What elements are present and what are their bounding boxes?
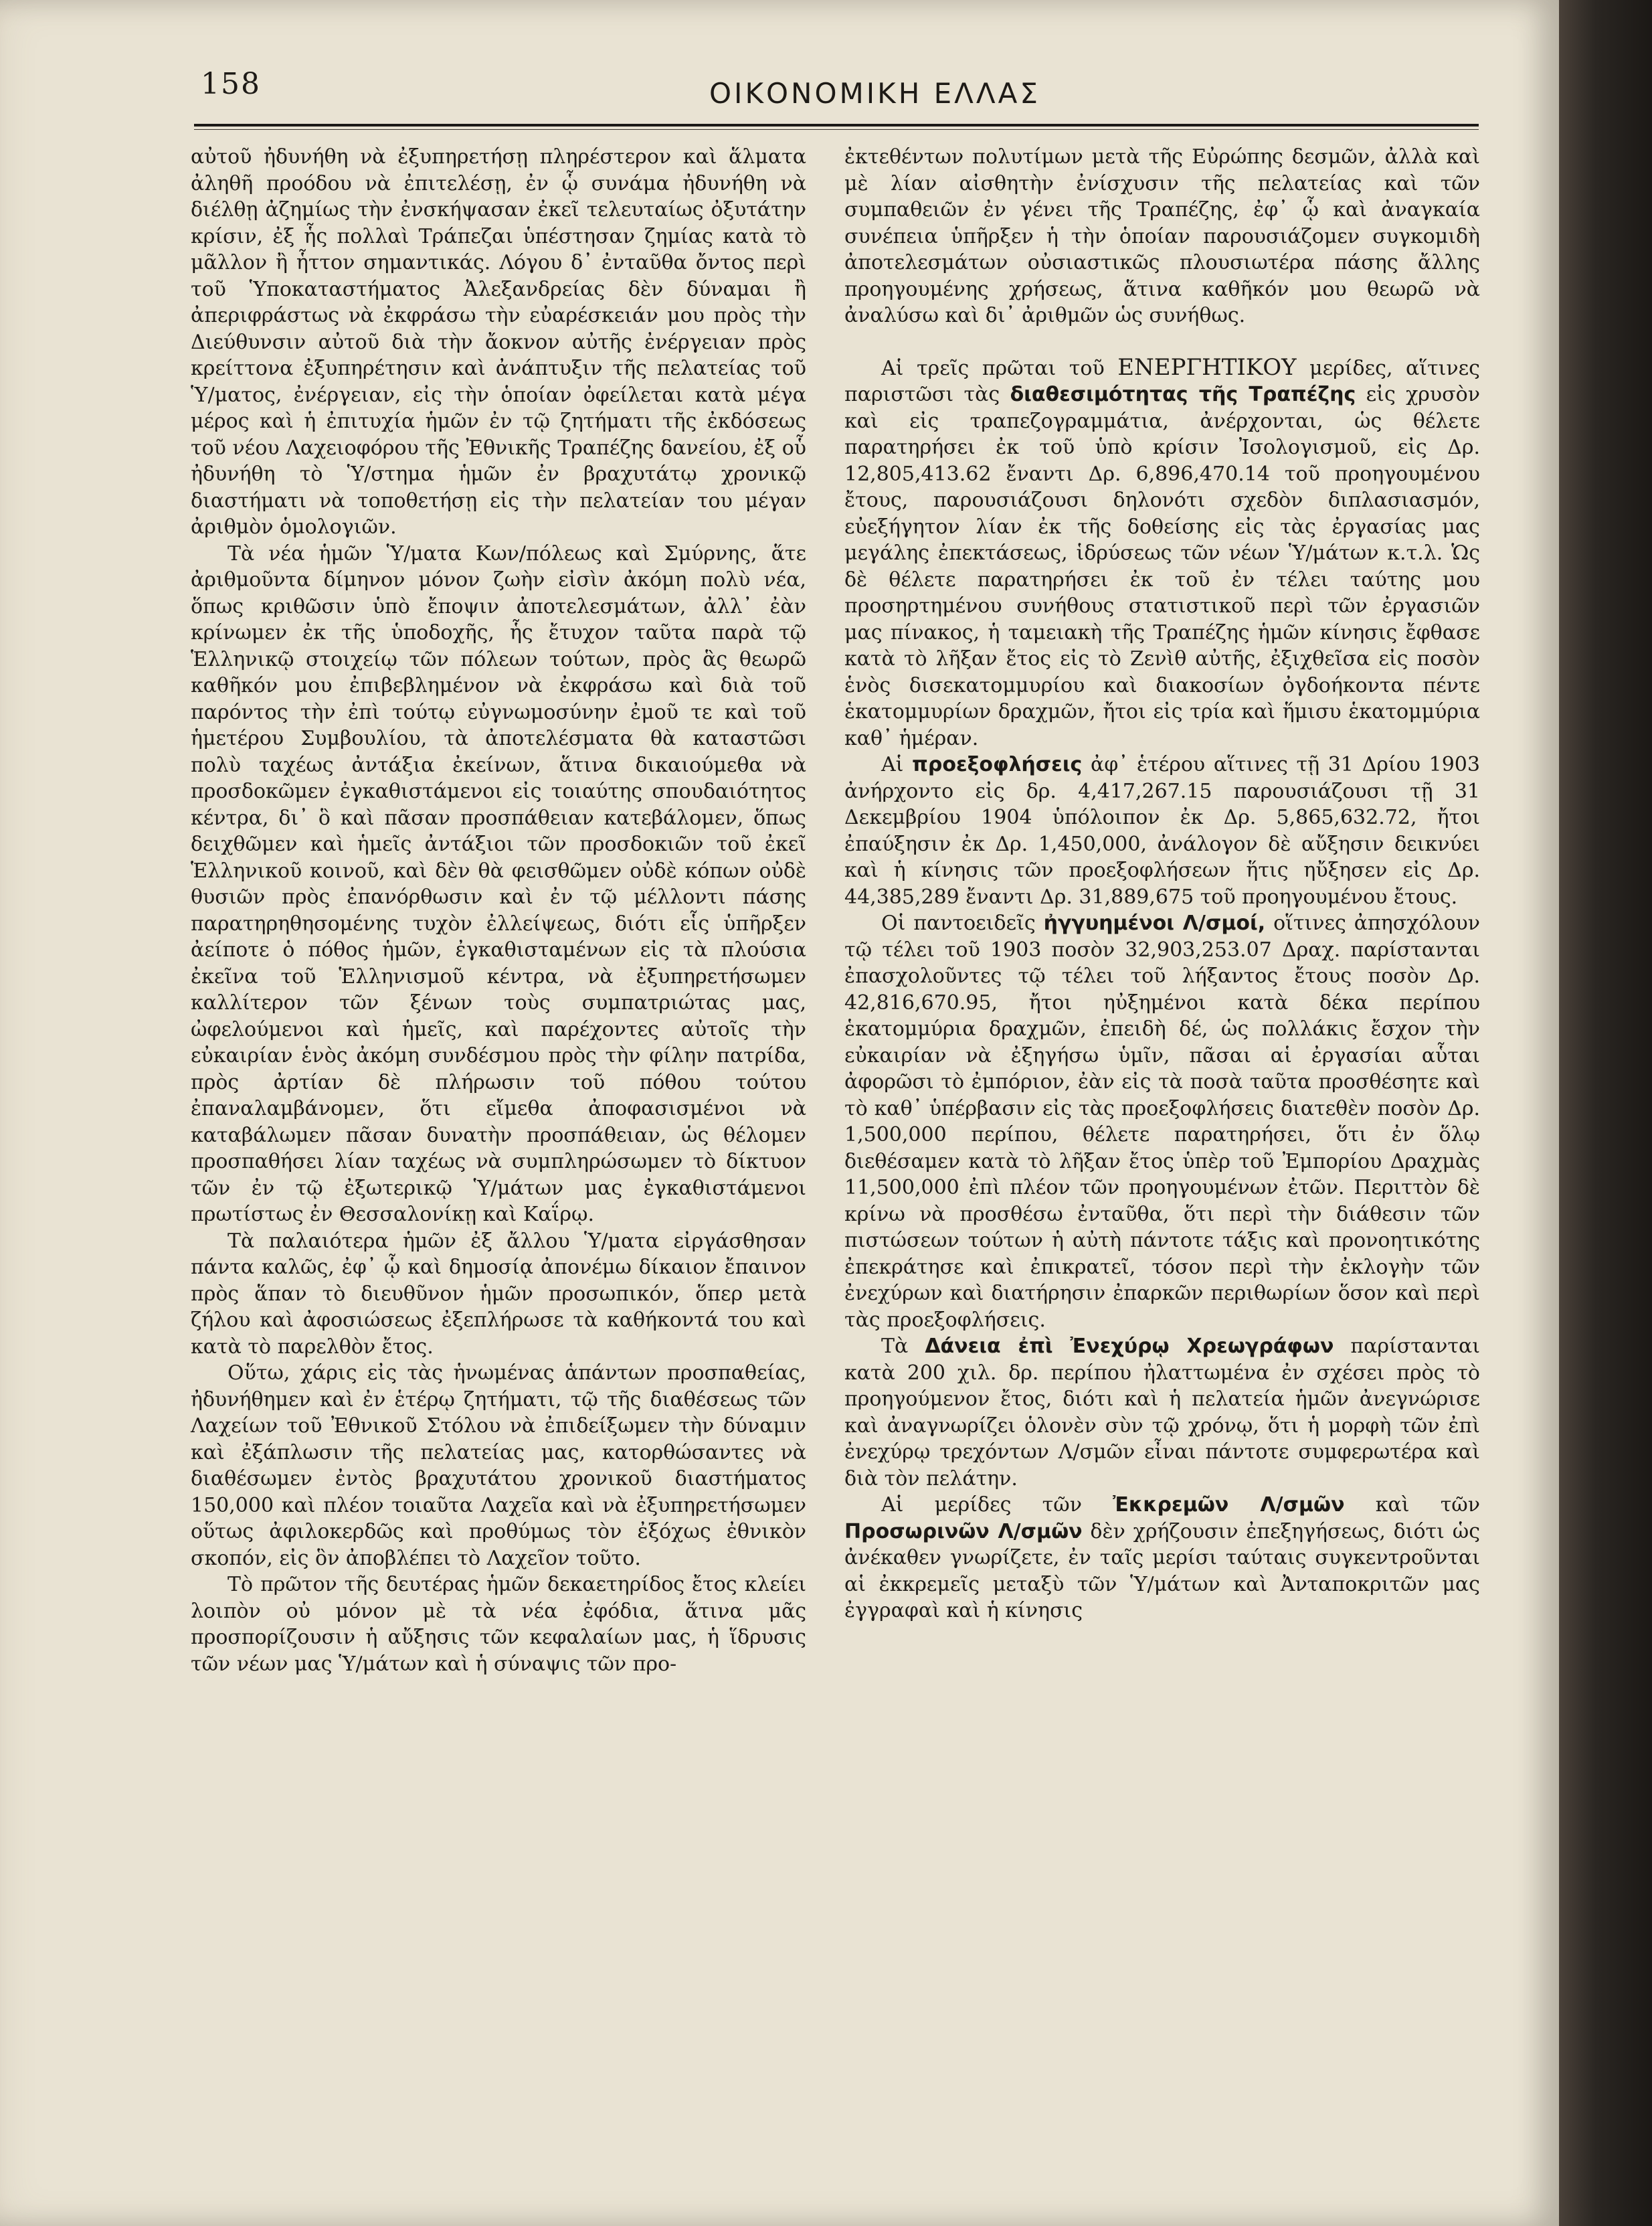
paragraph: Τὸ πρῶτον τῆς δευτέρας ἡμῶν δεκαετηρίδος ἔτος κλείει λοιπὸν οὐ μόνον μὲ τὰ νέα ἐφόδια, ἅτινα μᾶς προσπορίζουσιν ἡ αὔξησις τῶν κεφαλαίων μας, ἡ ἵδρυσις τῶν νέων μας Ὑ/μάτων καὶ ἡ σύναψις τῶν προ- <box>191 1573 806 1676</box>
header-rule-thin <box>194 129 1479 130</box>
heading-term: ΕΝΕΡΓΗΤΙΚΟΥ <box>1117 353 1297 381</box>
paragraph <box>844 355 1480 752</box>
text: εἰς χρυσὸν καὶ εἰς τραπεζογραμμάτια, ἀνέρχονται, ὡς θέλετε παρατηρήσει ἐκ τοῦ ὑπὸ κρίσιν Ἰσολογισμοῦ, εἰς Δρ. 12,805,413.62 ἔναντι Δρ. 6,896,470.14 τοῦ προηγουμένου ἔτους, παρουσιάζουσι δηλονότι σχεδὸν διπλασιασμόν, εὐεξήγητον λίαν ἐκ τῆς δοθείσης εἰς τὰς ἐργασίας μας μεγάλης ἐπεκτάσεως, ἱδρύσεως τῶν νέων Ὑ/μάτων κ.τ.λ. Ὡς δὲ θέλετε παρατηρήσει ἐκ τοῦ ἐν τέλει ταύτης μου προσηρτημένου συνήθους στατιστικοῦ περὶ τῶν ἐργασιῶν μας πίνακος, ἡ ταμειακὴ τῆς Τραπέζης ἡμῶν κίνησις ἔφθασε κατὰ τὸ λῆξαν ἔτος εἰς τὸ Ζενὶθ αὐτῆς, ἐξιχθεῖσα εἰς ποσὸν ἑνὸς δισεκατομμυρίου καὶ διακοσίων ὀγδοήκοντα πέντε ἑκατομμυρίων δραχμῶν, ἤτοι εἰς τρία καὶ ἥμισυ ἑκατομμύρια καθ᾽ ἡμέραν. <box>844 383 1480 750</box>
paragraph <box>844 910 1480 1333</box>
text: Αἱ τρεῖς πρῶται τοῦ <box>881 356 1105 380</box>
header-rule <box>194 124 1479 126</box>
left-column <box>191 144 806 1677</box>
right-column <box>844 144 1480 1624</box>
text: Τὰ <box>881 1335 909 1358</box>
bold-term: Προσωρινῶν Λ/σμῶν <box>844 1519 1083 1543</box>
paragraph: αὐτοῦ ἠδυνήθη νὰ ἐξυπηρετήσῃ πληρέστερον καὶ ἅλματα ἀληθῆ προόδου νὰ ἐπιτελέσῃ, ἐν ᾧ συνάμα ἠδυνήθη νὰ διέλθῃ ἀζημίως τὴν ἐνσκήψασαν ἐκεῖ τελευταίως ὀξυτάτην κρίσιν, ἐξ ἧς πολλαὶ Τράπεζαι ὑπέστησαν ζημίας κατὰ τὸ μᾶλλον ἢ ἧττον σημαντικάς. Λόγου δ᾽ ἐνταῦθα ὄντος περὶ τοῦ Ὑποκαταστήματος Ἀλεξανδρείας δὲν δύναμαι ἢ ἀπεριφράστως νὰ ἐκφράσω τὴν εὐαρέσκειάν μου πρὸς τὴν Διεύθυνσιν αὐτοῦ διὰ τὴν ἄοκνον αὐτῆς ἐνέργειαν πρὸς κρείττονα ἐξυπηρέτησιν καὶ ἀνάπτυξιν τῆς πελατείας τοῦ Ὑ/ματος, ἐνέργειαν, εἰς τὴν ὁποίαν ὀφείλεται κατὰ μέγα μέρος καὶ ἡ ἐπιτυχία ἡμῶν ἐν τῷ ζητήματι τῆς ἐκδόσεως τοῦ νέου Λαχειοφόρου τῆς Ἐθνικῆς Τραπέζης δανείου, ἐξ οὗ ἠδυνήθη τὸ Ὑ/στημα ἡμῶν ἐν βραχυτάτῳ χρονικῷ διαστήματι νὰ τοποθετήσῃ εἰς τὴν πελατείαν του μέγαν ἀριθμὸν ὁμολογιῶν. <box>191 145 806 539</box>
text: ἀφ᾽ ἑτέρου αἵτινες τῇ 31 Δρίου 1903 ἀνήρχοντο εἰς δρ. 4,417,267.15 παρουσιάζουσι τῇ 31 Δεκεμβρίου 1904 ὑπόλοιπον ἐκ Δρ. 5,865,632.72, ἤτοι ἐπαύξησιν ἐκ Δρ. 1,450,000, ἀνάλογον δὲ αὔξησιν δεικνύει καὶ ἡ κίνησις τῶν προεξοφλήσεων ἥτις ηὔξησεν εἰς Δρ. 44,385,289 ἔναντι Δρ. 31,889,675 τοῦ προηγουμένου ἔτους. <box>844 753 1480 909</box>
text: δὲν χρήζουσιν ἐπεξηγήσεως, διότι ὡς ἀνέκαθεν γνωρίζετε, ἐν ταῖς μερίσι ταύταις συγκεντροῦνται αἱ ἐκκρεμεῖς μεταξὺ τῶν Ὑ/μάτων καὶ Ἀνταποκριτῶν μας ἐγγραφαὶ καὶ ἡ κίνησις <box>844 1519 1480 1622</box>
text: παρίστανται κατὰ 200 χιλ. δρ. περίπου ἠλαττωμένα ἐν σχέσει πρὸς τὸ προηγούμενον ἔτος, διότι καὶ ἡ πελατεία ἡμῶν ἀνεγνώρισε καὶ ἀναγνωρίζει ὁλονὲν σὺν τῷ χρόνῳ, ὅτι ἡ μορφὴ τῶν ἐπὶ ἐνεχύρῳ τρεχόντων Λ/σμῶν εἶναι πάντοτε συμφερωτέρα καὶ διὰ τὸν πελάτην. <box>844 1335 1480 1490</box>
paragraph <box>844 752 1480 910</box>
paragraph: Τὰ νέα ἡμῶν Ὑ/ματα Κων/πόλεως καὶ Σμύρνης, ἅτε ἀριθμοῦντα δίμηνον μόνον ζωὴν εἰσὶν ἀκόμη πολὺ νέα, ὅπως κριθῶσιν ὑπὸ ἔποψιν ἀποτελεσμάτων, ἀλλ᾽ ἐὰν κρίνωμεν ἐκ τῆς ὑποδοχῆς, ἧς ἔτυχον ταῦτα παρὰ τῷ Ἑλληνικῷ στοιχείῳ τῶν πόλεων τούτων, πρὸς ἃς θεωρῶ καθῆκόν μου ἐπιβεβλημένον νὰ ἐκφράσω καὶ διὰ τοῦ παρόντος τὴν ἐπὶ τούτῳ εὐγνωμοσύνην ἐμοῦ τε καὶ τοῦ ἡμετέρου Συμβουλίου, τὰ ἀποτελέσματα θὰ καταστῶσι πολὺ ταχέως ἀντάξια ἐκείνων, ἅτινα δικαιούμεθα νὰ προσδοκῶμεν ἐγκαθιστάμενοι εἰς τοιαύτης σπουδαιότητος κέντρα, δι᾽ ὃ καὶ πᾶσαν προσπάθειαν κατεβάλομεν, ὅπως δειχθῶμεν καὶ ἡμεῖς ἀντάξιοι τῶν προσδοκιῶν τοῦ ἐκεῖ Ἑλληνικοῦ κοινοῦ, καὶ δὲν θὰ φεισθῶμεν οὐδὲ κόπων οὐδὲ θυσιῶν πρὸς ἐπανόρθωσιν καὶ ἐν τῷ μέλλοντι πάσης παρατηρηθησομένης τυχὸν ἐλλείψεως, διότι εἷς ὑπῆρξεν ἀείποτε ὁ πόθος ἡμῶν, ἐγκαθισταμένων εἰς τὰ πλούσια ἐκεῖνα τοῦ Ἑλληνισμοῦ κέντρα, νὰ ἐξυπηρετήσωμεν καλλίτερον τῶν ξένων τοὺς συμπατριώτας μας, ὠφελούμενοι καὶ ἡμεῖς, καὶ παρέχοντες αὐτοῖς τὴν εὐκαιρίαν ἑνὸς ἀκόμη συνδέσμου πρὸς τὴν φίλην πατρίδα, πρὸς ἀρτίαν δὲ πλήρωσιν τοῦ πόθου τούτου ἐπαναλαμβάνομεν, ὅτι εἴμεθα ἀποφασισμένοι νὰ καταβάλωμεν πᾶσαν δυνατὴν προσπάθειαν, ὡς θέλομεν προσπαθήσει λίαν ταχέως νὰ συμπληρώσωμεν τὸ δίκτυον τῶν ἐν τῷ ἐξωτερικῷ Ὑ/μάτων μας ἐγκαθιστάμενοι πρωτίστως ἐν Θεσσαλονίκῃ καὶ Καΐρῳ. <box>191 541 806 1226</box>
text: μερίδες, αἵτινες παριστῶσι τὰς <box>844 356 1480 406</box>
bold-term: διαθεσιμότητας τῆς Τραπέζης <box>1010 383 1356 406</box>
text: οἵτινες ἀπησχόλουν τῷ τέλει τοῦ 1903 ποσὸν 32,903,253.07 Δραχ. παρίστανται ἐπασχολοῦντες τῷ τέλει τοῦ λήξαντος ἔτους ποσὸν Δρ. 42,816,670.95, ἤτοι ηὐξημένοι κατὰ δέκα περίπου ἑκατομμύρια δραχμῶν, ἐπειδὴ δέ, ὡς πολλάκις ἔσχον τὴν εὐκαιρίαν νὰ ἐξηγήσω ὑμῖν, πᾶσαι αἱ ἐργασίαι αὗται ἀφορῶσι τὸ ἐμπόριον, ἐὰν εἰς τὰ ποσὰ ταῦτα προσθέσητε καὶ τὸ καθ᾽ ὑπέρβασιν εἰς τὰς προεξοφλήσεις διατεθὲν ποσὸν Δρ. 1,500,000 περίπου, θέλετε παρατηρήσει, ὅτι ἐν ὅλῳ διεθέσαμεν κατὰ τὸ λῆξαν ἔτος ὑπὲρ τοῦ Ἐμπορίου Δραχμὰς 11,500,000 ἐπὶ πλέον τῶν προηγουμένων ἐτῶν. Περιττὸν δὲ κρίνω νὰ προσθέσω ἐνταῦθα, ὅτι περὶ τὴν διάθεσιν τῶν πιστώσεων τούτων ἡ αὐτὴ πάντοτε τάξις καὶ προνοητικότης ἐπεκράτησε καὶ ἐπικρατεῖ, τόσον περὶ τὴν ἐκλογὴν τῶν ἐνεχύρων καὶ διατήρησιν ἐπαρκῶν περιθωρίων ὅσον καὶ περὶ τὰς προεξοφλήσεις. <box>844 912 1480 1332</box>
bold-term: προεξοφλήσεις <box>912 753 1083 776</box>
paragraph: Οὕτω, χάρις εἰς τὰς ἡνωμένας ἁπάντων προσπαθείας, ἠδυνήθημεν καὶ ἐν ἑτέρῳ ζητήματι, τῷ τῆς διαθέσεως τῶν Λαχείων τοῦ Ἐθνικοῦ Στόλου νὰ ἐπιδείξωμεν τὴν δύναμιν καὶ ἐξάπλωσιν τῆς πελατείας μας, κατορθώσαντες νὰ διαθέσωμεν ἐντὸς βραχυτάτου χρονικοῦ διαστήματος 150,000 καὶ πλέον τοιαῦτα Λαχεῖα καὶ νὰ ἐξυπηρετήσωμεν οὕτως ἀφιλοκερδῶς καὶ προθύμως τὸν ἐξόχως ἐθνικὸν σκοπόν, εἰς ὃν ἀποβλέπει τὸ Λαχεῖον τοῦτο. <box>191 1361 806 1570</box>
bold-term: Ἐκκρεμῶν Λ/σμῶν <box>1113 1493 1345 1517</box>
paragraph: ἐκτεθέντων πολυτίμων μετὰ τῆς Εὐρώπης δεσμῶν, ἀλλὰ καὶ μὲ λίαν αἰσθητὴν ἐνίσχυσιν τῆς πελατείας καὶ τῶν συμπαθειῶν ἐν γένει τῆς Τραπέζης, ἐφ᾽ ᾧ καὶ ἀναγκαία συνέπεια ὑπῆρξεν ἡ τὴν ὁποίαν παρουσιάζομεν συγκομιδὴ ἀποτελεσμάτων οὐσιαστικῶς πλουσιωτέρα πάσης ἄλλης προηγουμένης χρήσεως, ἅτινα καθῆκόν μου θεωρῶ νὰ ἀναλύσω καὶ δι᾽ ἀριθμῶν ὡς συνήθως. <box>844 145 1480 327</box>
bold-term: ἠγγυημένοι Λ/σμοί, <box>1043 912 1266 935</box>
running-title: ΟΙΚΟΝΟΜΙΚΗ ΕΛΛΑΣ <box>709 77 1040 110</box>
text: Αἱ μερίδες τῶν <box>881 1493 1082 1517</box>
text: Αἱ <box>881 753 904 776</box>
paragraph <box>844 1492 1480 1624</box>
text: Οἱ παντοειδεῖς <box>881 912 1036 935</box>
bold-term: Δάνεια ἐπὶ Ἐνεχύρῳ Χρεωγράφων <box>925 1335 1334 1358</box>
paragraph: Τὰ παλαιότερα ἡμῶν ἐξ ἄλλου Ὑ/ματα εἰργάσθησαν πάντα καλῶς, ἐφ᾽ ᾧ καὶ δημοσίᾳ ἀπονέμω δίκαιον ἔπαινον πρὸς ἅπαν τὸ διευθῦνον ἡμῶν προσωπικόν, ὅπερ μετὰ ζήλου καὶ ἀφοσιώσεως ἐξεπλήρωσε τὰ καθήκοντά του καὶ κατὰ τὸ παρελθὸν ἔτος. <box>191 1229 806 1359</box>
page-header <box>201 64 1472 117</box>
page-edge-shadow <box>1559 0 1652 2226</box>
text: καὶ τῶν <box>1375 1493 1480 1517</box>
paragraph <box>844 1333 1480 1492</box>
page-number: 158 <box>201 67 261 101</box>
